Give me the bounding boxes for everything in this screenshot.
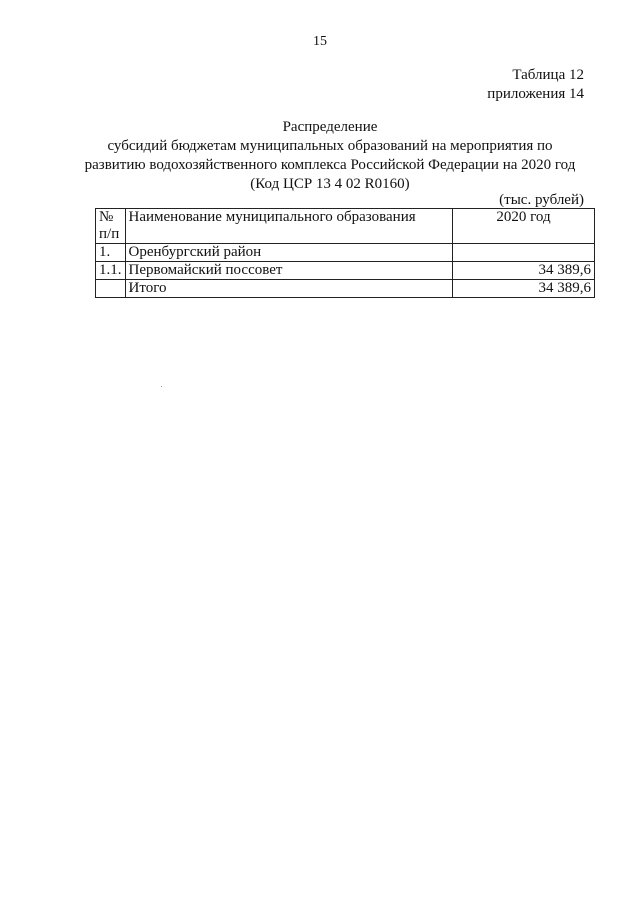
header-number xyxy=(96,209,126,244)
table-header-row xyxy=(96,209,595,244)
row-value: 34 389,6 xyxy=(453,280,595,298)
row-name: Первомайский поссовет xyxy=(125,262,453,280)
heading-line3: развитию водохозяйственного комплекса Российской Федерации на 2020 год xyxy=(84,157,576,173)
distribution-table xyxy=(95,208,595,298)
header-name: Наименование муниципального образования xyxy=(125,209,453,244)
table-reference-line1: Таблица 12 xyxy=(512,67,584,83)
row-number: 1.1. xyxy=(96,262,126,280)
page-number: 15 xyxy=(313,34,327,49)
header-number-line2: п/п xyxy=(99,226,120,242)
row-name: Итого xyxy=(125,280,453,298)
table-row xyxy=(96,262,595,280)
table-reference-line2: приложения 14 xyxy=(487,86,584,102)
row-number: 1. xyxy=(96,244,126,262)
table-row xyxy=(96,244,595,262)
header-number-line1: № xyxy=(99,209,114,225)
table-reference xyxy=(487,66,584,104)
row-value: 34 389,6 xyxy=(453,262,595,280)
row-name: Оренбургский район xyxy=(125,244,453,262)
row-value xyxy=(453,244,595,262)
units-label: (тыс. рублей) xyxy=(499,192,584,208)
heading-line2: субсидий бюджетам муниципальных образований на мероприятия по xyxy=(107,138,553,154)
document-heading xyxy=(60,118,600,194)
row-number xyxy=(96,280,126,298)
scan-speck xyxy=(161,386,162,387)
table-total-row xyxy=(96,280,595,298)
header-year: 2020 год xyxy=(453,209,595,244)
heading-code: (Код ЦСР 13 4 02 R0160) xyxy=(250,176,410,192)
heading-title: Распределение xyxy=(282,119,378,135)
